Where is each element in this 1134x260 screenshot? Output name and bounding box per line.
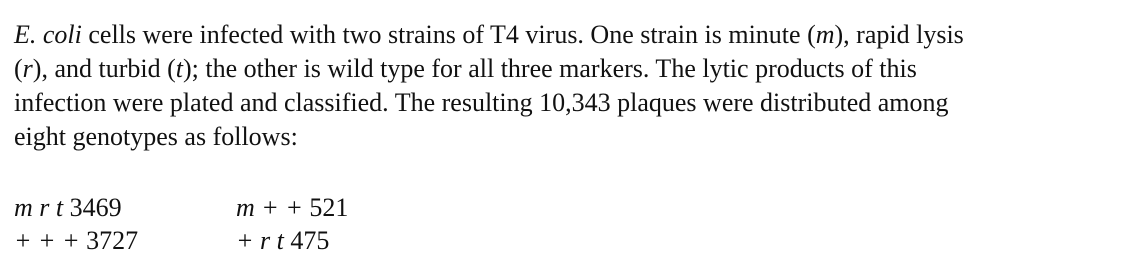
text-segment: E. coli <box>14 20 82 49</box>
text-segment: infection were plated and classified. The resulting 10,343 plaques were distributed among <box>14 88 949 117</box>
text-segment: r <box>22 54 33 83</box>
plaque-count: 521 <box>309 193 349 222</box>
text-segment: ( <box>14 54 23 83</box>
text-segment: m <box>815 20 835 49</box>
genotype-label: + + + <box>14 226 80 255</box>
statement-line-1 <box>14 18 1124 52</box>
text-segment: cells were infected with two strains of T4 virus. One strain is minute ( <box>81 20 816 49</box>
plaque-count: 3469 <box>69 193 122 222</box>
text-segment: eight genotypes as follows: <box>14 122 298 151</box>
statement-line-4 <box>14 120 1124 154</box>
genotype-entry <box>236 224 329 258</box>
genotype-entry <box>14 191 122 225</box>
text-segment: ), rapid lysis <box>834 20 964 49</box>
genotype-label: + r t <box>236 226 284 255</box>
text-segment: ), and turbid ( <box>32 54 176 83</box>
text-segment: t <box>175 54 183 83</box>
plaque-count: 3727 <box>86 226 139 255</box>
statement-line-3 <box>14 86 1124 120</box>
text-segment: ); the other is wild type for all three markers. The lytic products of this <box>183 54 917 83</box>
genotype-entry <box>14 224 138 258</box>
plaque-count: 475 <box>290 226 330 255</box>
genotype-entry <box>236 191 348 225</box>
genotype-label: m r t <box>14 193 64 222</box>
genotype-label: m + + <box>236 193 303 222</box>
problem-statement <box>14 18 1124 154</box>
statement-line-2 <box>14 52 1124 86</box>
